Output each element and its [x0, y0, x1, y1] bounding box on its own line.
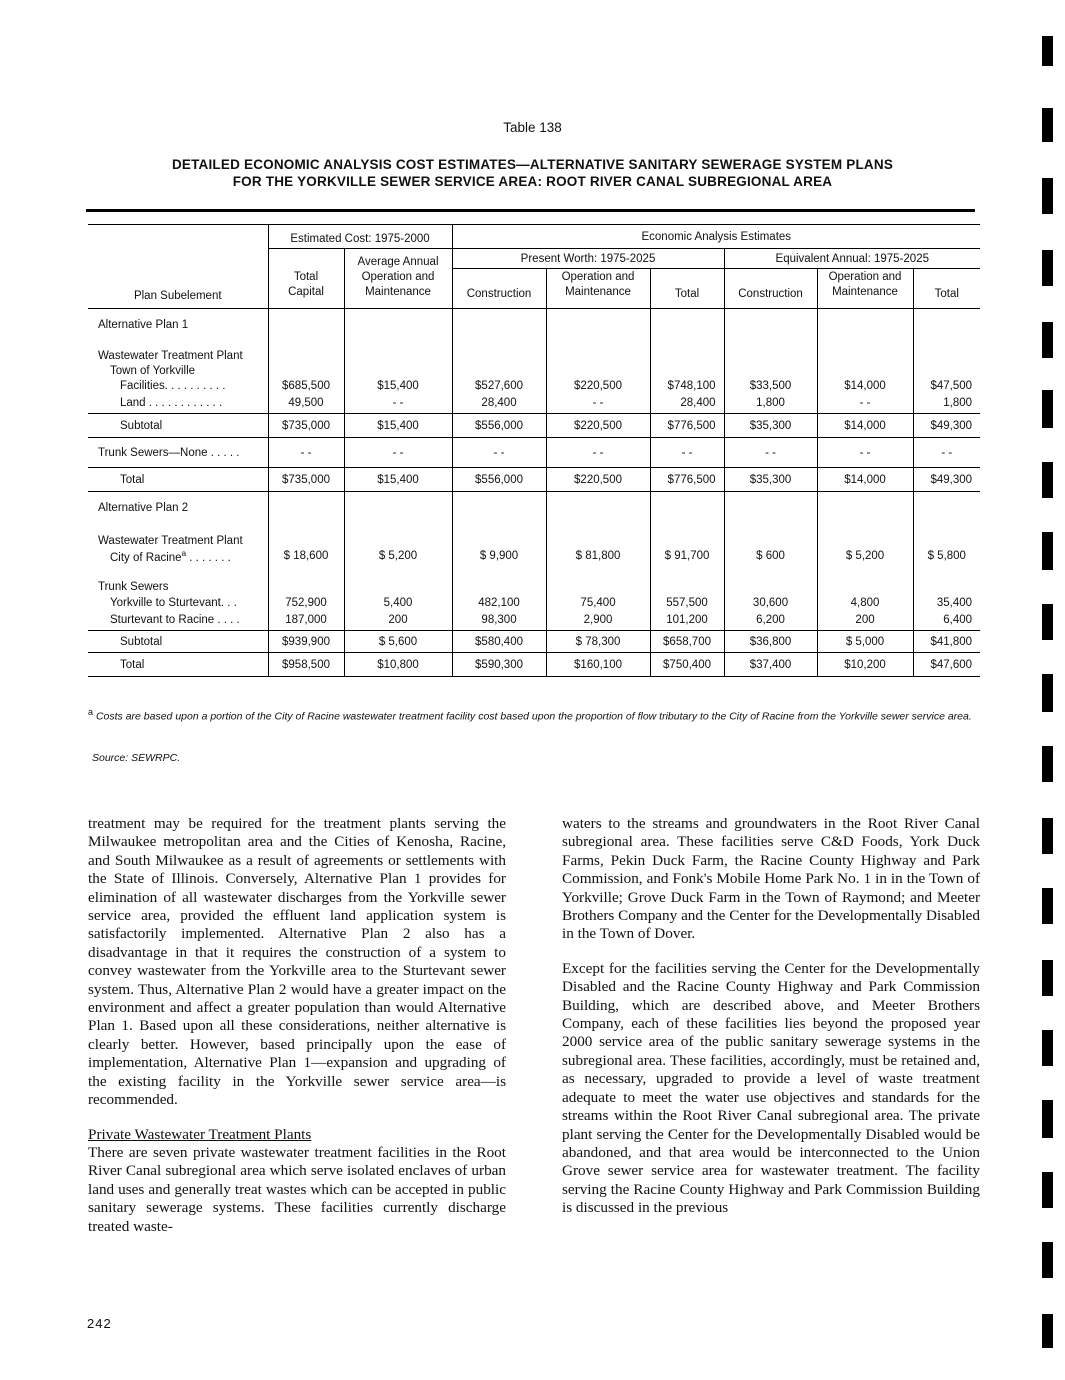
- header-estimated-cost: Estimated Cost: 1975-2000: [268, 225, 452, 249]
- cell: $10,200: [817, 653, 913, 677]
- table-row: [88, 414, 980, 438]
- table-row: [88, 653, 980, 677]
- cell: 187,000: [268, 611, 344, 631]
- cell: $10,800: [344, 653, 452, 677]
- cell: 2,900: [546, 611, 650, 631]
- cell: 30,600: [724, 595, 817, 611]
- cell: $939,900: [268, 631, 344, 653]
- cell: $15,400: [344, 468, 452, 492]
- registration-mark: [1042, 462, 1053, 498]
- cell: $ 9,900: [452, 549, 546, 564]
- page-number: 242: [87, 1316, 112, 1331]
- registration-mark: [1042, 390, 1053, 428]
- registration-mark: [1042, 178, 1053, 214]
- cell: 1,800: [724, 394, 817, 414]
- cell: 75,400: [546, 595, 650, 611]
- cell: $527,600: [452, 379, 546, 394]
- row-label: Land . . . . . . . . . . . .: [120, 397, 223, 410]
- row-label: City of Racine$^a$ . . . . . . .: [110, 548, 231, 564]
- row-label: Trunk Sewers: [98, 581, 169, 593]
- row-label: Total: [120, 658, 145, 671]
- cell: $ 18,600: [268, 549, 344, 564]
- cell: $ 600: [724, 549, 817, 564]
- cell: - -: [546, 394, 650, 414]
- cell: $14,000: [817, 468, 913, 492]
- cell: - -: [344, 394, 452, 414]
- cell: $15,400: [344, 379, 452, 394]
- cell: $15,400: [344, 414, 452, 438]
- registration-mark: [1042, 818, 1053, 854]
- cell: $776,500: [650, 414, 724, 438]
- cell: 101,200: [650, 611, 724, 631]
- cell: - -: [913, 438, 980, 468]
- registration-mark: [1042, 250, 1053, 286]
- cell: $556,000: [452, 468, 546, 492]
- registration-mark: [1042, 604, 1053, 640]
- row-label: Yorkville to Sturtevant. . .: [110, 596, 237, 609]
- row-label: Wastewater Treatment Plant: [98, 535, 243, 547]
- cell: $556,000: [452, 414, 546, 438]
- row-label: Facilities. . . . . . . . . .: [120, 380, 226, 392]
- cell: 200: [344, 611, 452, 631]
- cell: $685,500: [268, 379, 344, 394]
- cell: $ 5,000: [817, 631, 913, 653]
- cell: 35,400: [913, 595, 980, 611]
- cell: 28,400: [452, 394, 546, 414]
- header-ea-construction: Construction: [724, 269, 817, 309]
- row-label: Trunk Sewers—None . . . . .: [98, 446, 240, 459]
- body-paragraph: Except for the facilities serving the Center for the Developmentally Disabled and the Racine County Highway and Park Commission Building, which are described above, and Meeter Brothers Company, each of these facilities lies beyond the proposed year 2000 service area of the public sanitary sewerage systems in the subregional area. These facilities, accordingly, must be retained and, as necessary, upgraded to provide a level of waste treatment adequate to meet the water use objectives and standards for the streams within the Root River Canal subregional area. The private plant serving the Center for the Developmentally Disabled would be abandoned, and that area would be interconnected to the Union Grove sewer service area for wastewater treatment. The facility serving the Racine County Highway and Park Commission Building is discussed in the previous: [562, 959, 980, 1217]
- cell: $735,000: [268, 414, 344, 438]
- header-average-annual-om: Average Annual Operation and Maintenance: [344, 249, 452, 309]
- cell: - -: [546, 438, 650, 468]
- registration-mark: [1042, 1242, 1053, 1278]
- registration-mark: [1042, 1100, 1053, 1138]
- cell: $658,700: [650, 631, 724, 653]
- registration-mark: [1042, 674, 1053, 712]
- cell: $49,300: [913, 414, 980, 438]
- cell: $33,500: [724, 379, 817, 394]
- registration-mark: [1042, 1030, 1053, 1066]
- cell: $35,300: [724, 414, 817, 438]
- body-paragraph: There are seven private wastewater treatment facilities in the Root River Canal subregional area which serve isolated enclaves of urban land uses and generally treat wastes which can be accepted in public sanitary sewerage systems. These facilities currently discharge treated waste-: [88, 1143, 506, 1235]
- header-pw-om: Operation and Maintenance: [546, 269, 650, 309]
- row-label: Subtotal: [120, 635, 163, 648]
- cell: - -: [452, 438, 546, 468]
- header-ea-om: Operation and Maintenance: [817, 269, 913, 309]
- table-row: [88, 379, 980, 394]
- cell: $14,000: [817, 414, 913, 438]
- cell: 49,500: [268, 394, 344, 414]
- cell: $37,400: [724, 653, 817, 677]
- cell: $ 5,600: [344, 631, 452, 653]
- cell: - -: [344, 438, 452, 468]
- table-footnote: a Costs are based upon a portion of the City of Racine wastewater treatment facility cost based upon the proportion of flow tributary to the City of Racine from the Yorkville sewer service area.: [88, 707, 972, 723]
- heading-line-1: DETAILED ECONOMIC ANALYSIS COST ESTIMATES—ALTERNATIVE SANITARY SEWERAGE SYSTEM PLANS: [171, 157, 894, 172]
- cell: 6,200: [724, 611, 817, 631]
- registration-mark: [1042, 746, 1053, 782]
- cell: $580,400: [452, 631, 546, 653]
- table-row: [88, 631, 980, 653]
- header-pw-construction: Construction: [452, 269, 546, 309]
- cell: $750,400: [650, 653, 724, 677]
- footnote-marker: a: [181, 548, 187, 558]
- cell: 98,300: [452, 611, 546, 631]
- table-source: Source: SEWRPC.: [92, 752, 181, 764]
- section-subheading: Private Wastewater Treatment Plants: [88, 1125, 312, 1143]
- heading-line-2: FOR THE YORKVILLE SEWER SERVICE AREA: ROOT RIVER CANAL SUBREGIONAL AREA: [232, 174, 833, 189]
- table-heading: [60, 156, 1005, 190]
- cell: $ 78,300: [546, 631, 650, 653]
- cell: - -: [817, 438, 913, 468]
- cell: $ 81,800: [546, 549, 650, 564]
- cell: $49,300: [913, 468, 980, 492]
- footnote-marker: a: [88, 707, 94, 717]
- body-paragraph: waters to the streams and groundwaters in the Root River Canal subregional area. These facilities serve C&D Foods, York Duck Farms, Pekin Duck Farm, the Racine County Highway and Park Commission, and Fonk's Mobile Home Park No. 1 in in the Town of Yorkville; Grove Duck Farm in the Town of Raymond; and Meeter Brothers Company and the Center for the Developmentally Disabled in the Town of Dover.: [562, 815, 980, 943]
- table-row: [88, 549, 980, 564]
- header-ea-total: Total: [913, 269, 980, 309]
- row-label: Wastewater Treatment Plant: [98, 350, 243, 362]
- cell: - -: [817, 394, 913, 414]
- cell: 557,500: [650, 595, 724, 611]
- header-total-capital: Total Capital: [268, 249, 344, 309]
- cell: $47,600: [913, 653, 980, 677]
- cell: $776,500: [650, 468, 724, 492]
- registration-mark: [1042, 322, 1053, 358]
- row-label: Town of Yorkville: [110, 365, 196, 377]
- cell: $958,500: [268, 653, 344, 677]
- cell: - -: [650, 438, 724, 468]
- row-label: Total: [120, 473, 145, 486]
- cell: $160,100: [546, 653, 650, 677]
- cell: $ 5,200: [344, 549, 452, 564]
- cell: 4,800: [817, 595, 913, 611]
- table-row: [88, 438, 980, 468]
- row-label: Sturtevant to Racine . . . .: [110, 614, 240, 627]
- registration-mark: [1042, 888, 1053, 924]
- cell: 6,400: [913, 611, 980, 631]
- cell: $36,800: [724, 631, 817, 653]
- cell: $ 5,800: [913, 549, 980, 564]
- registration-mark: [1042, 1314, 1053, 1348]
- header-plan-subelement: Plan Subelement: [88, 225, 268, 309]
- cell: 28,400: [650, 394, 724, 414]
- cell: 752,900: [268, 595, 344, 611]
- heading-rule: [86, 209, 975, 212]
- table-row: [88, 595, 980, 611]
- cell: $ 91,700: [650, 549, 724, 564]
- left-column: [88, 815, 506, 1252]
- cell: $41,800: [913, 631, 980, 653]
- header-pw-total: Total: [650, 269, 724, 309]
- registration-mark: [1042, 960, 1053, 996]
- cell: 5,400: [344, 595, 452, 611]
- table-row: [88, 394, 980, 414]
- table-row: [88, 611, 980, 631]
- cell: $735,000: [268, 468, 344, 492]
- cell: - -: [268, 438, 344, 468]
- header-present-worth: Present Worth: 1975-2025: [452, 249, 724, 269]
- body-paragraph: treatment may be required for the treatment plants serving the Milwaukee metropolitan area and the Cities of Kenosha, Racine, and South Milwaukee as a result of agreements or settlements with the State of Illinois. Conversely, Alternative Plan 1 provides for elimination of all wastewater discharges from the Yorkville sewer service area, provided the effluent land application system is satisfactorily implemented. Alternative Plan 2 also has a disadvantage in that it requires the construction of a system to convey wastewater from the Yorkville area to the Sturtevant sewer system. Thus, Alternative Plan 2 would have a greater impact on the environment and affect a greater population than would Alternative Plan 1. Based upon all these considerations, neither alternative is clearly better. However, based principally upon the ease of implementation, Alternative Plan 1—expansion and upgrading of the existing facility in the Yorkville sewer service area—is recommended.: [88, 815, 506, 1109]
- cell: - -: [724, 438, 817, 468]
- cell: $590,300: [452, 653, 546, 677]
- header-equivalent-annual: Equivalent Annual: 1975-2025: [724, 249, 980, 269]
- registration-mark: [1042, 36, 1053, 66]
- cell: $748,100: [650, 379, 724, 394]
- cell: $220,500: [546, 468, 650, 492]
- right-column: [562, 815, 980, 1234]
- registration-mark: [1042, 532, 1053, 570]
- cell: $220,500: [546, 379, 650, 394]
- table-caption: Table 138: [503, 120, 562, 135]
- cell: 1,800: [913, 394, 980, 414]
- table-row: [88, 468, 980, 492]
- cell: $47,500: [913, 379, 980, 394]
- row-label: Subtotal: [120, 419, 163, 432]
- cell: $ 5,200: [817, 549, 913, 564]
- cell: $14,000: [817, 379, 913, 394]
- section-label: Alternative Plan 1: [98, 318, 189, 331]
- registration-mark: [1042, 1172, 1053, 1208]
- section-label: Alternative Plan 2: [98, 501, 189, 514]
- cell: $35,300: [724, 468, 817, 492]
- header-economic-analysis: Economic Analysis Estimates: [452, 225, 980, 249]
- cell: 482,100: [452, 595, 546, 611]
- cell: 200: [817, 611, 913, 631]
- cell: $220,500: [546, 414, 650, 438]
- cost-estimates-table: [88, 224, 980, 677]
